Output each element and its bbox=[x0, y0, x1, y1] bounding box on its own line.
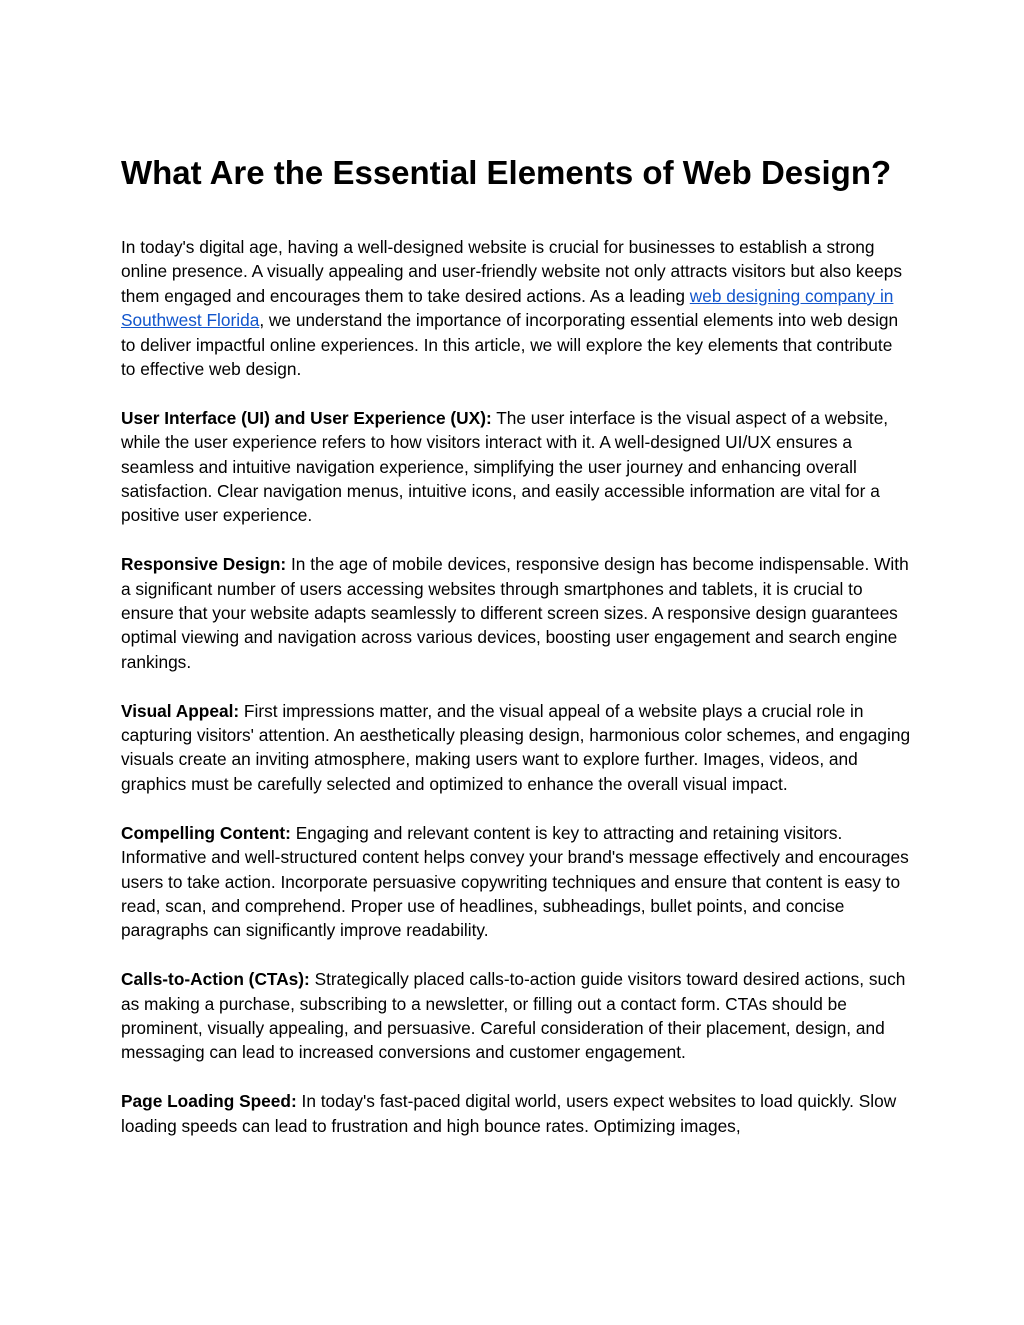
section-heading: User Interface (UI) and User Experience (UX): bbox=[121, 407, 492, 428]
section-ui-ux bbox=[121, 406, 911, 528]
intro-text-before-link: In today's digital age, having a well-designed website is crucial for businesses to establish a strong online presence. A visually appealing and user-friendly website not only attracts visitors but also keeps them engaged and encourages them to take desired actions. As a leading bbox=[121, 237, 902, 306]
document-title: What Are the Essential Elements of Web Design? bbox=[121, 154, 892, 191]
web-designing-company-link[interactable]: web designing company in Southwest Florida bbox=[121, 285, 894, 331]
section-body: Engaging and relevant content is key to attracting and retaining visitors. Informative and well-structured content helps convey your brand's message effectively and encourages users to take action. Incorporate persuasive copywriting techniques and ensure that content is easy to read, scan, and comprehend. Proper use of headlines, subheadings, bullet points, and concise paragraphs can significantly improve readability. bbox=[121, 822, 909, 941]
document-page bbox=[121, 150, 911, 1138]
section-compelling-content bbox=[121, 821, 911, 943]
section-calls-to-action bbox=[121, 967, 911, 1065]
section-heading: Responsive Design: bbox=[121, 554, 287, 575]
section-page-loading-speed bbox=[121, 1089, 911, 1138]
intro-text-after-link: , we understand the importance of incorporating essential elements into web design to deliver impactful online experiences. In this article, we will explore the key elements that contribute to effective web design. bbox=[121, 310, 899, 380]
section-body: Strategically placed calls-to-action guide visitors toward desired actions, such as making a purchase, subscribing to a newsletter, or filling out a contact form. CTAs should be prominent, visually appealing, and persuasive. Careful consideration of their placement, design, and messaging can lead to increased conversions and customer engagement. bbox=[121, 969, 906, 1063]
section-body: In today's fast-paced digital world, users expect websites to load quickly. Slow loading speeds can lead to frustration and high bounce rates. Optimizing images, bbox=[121, 1091, 897, 1136]
section-responsive-design bbox=[121, 552, 911, 674]
section-visual-appeal bbox=[121, 699, 911, 797]
intro-paragraph bbox=[121, 235, 911, 381]
section-heading: Compelling Content: bbox=[121, 822, 291, 843]
section-body: In the age of mobile devices, responsive design has become indispensable. With a significant number of users accessing websites through smartphones and tablets, it is crucial to ensure that your website adapts seamlessly to different screen sizes. A responsive design guarantees optimal viewing and navigation across various devices, boosting user engagement and search engine rankings. bbox=[121, 554, 909, 672]
section-heading: Visual Appeal: bbox=[121, 700, 240, 721]
section-heading: Calls-to-Action (CTAs): bbox=[121, 969, 310, 990]
section-body: The user interface is the visual aspect of a website, while the user experience refers to how visitors interact with it. A well-designed UI/UX ensures a seamless and intuitive navigation experience, simplifying the user journey and enhancing overall satisfaction. Clear navigation menus, intuitive icons, and easily accessible information are vital for a positive user experience. bbox=[121, 407, 889, 526]
section-body: First impressions matter, and the visual appeal of a website plays a crucial role in capturing visitors' attention. An aesthetically pleasing design, harmonious color schemes, and engaging visuals create an inviting atmosphere, making users want to explore further. Images, videos, and graphics must be carefully selected and optimized to enhance the overall visual impact. bbox=[121, 700, 911, 794]
section-heading: Page Loading Speed: bbox=[121, 1091, 297, 1112]
